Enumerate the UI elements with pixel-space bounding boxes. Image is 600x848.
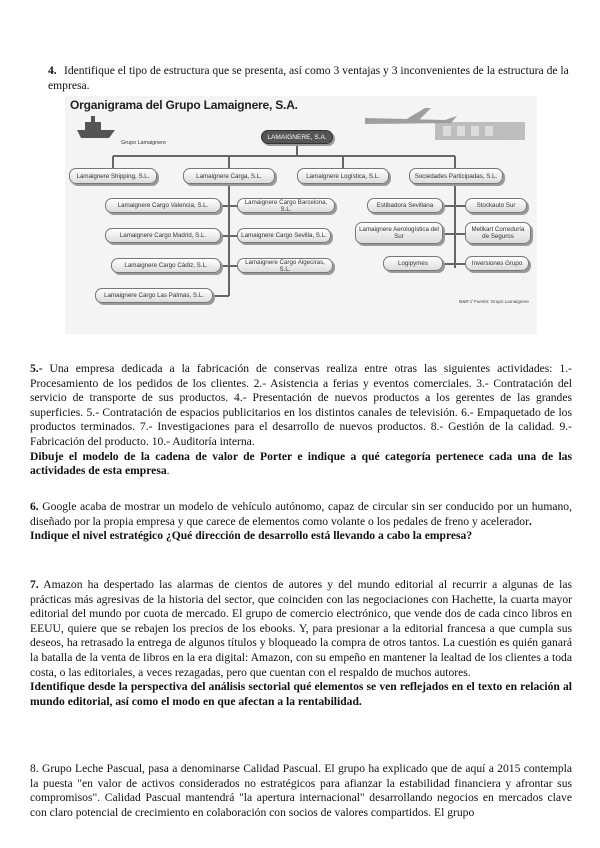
org-chart-figure bbox=[65, 96, 537, 334]
ship-illustration bbox=[77, 116, 115, 138]
question-4-text: Identifique el tipo de estructura que se presenta, así como 3 ventajas y 3 inconvenientes de la estructura de la empresa. bbox=[48, 64, 569, 92]
question-6-text-end: . bbox=[528, 514, 532, 528]
org-node-logistica: Lamaignere Logística, S.L. bbox=[297, 168, 389, 184]
question-7-statement bbox=[30, 578, 572, 680]
org-node-carga: Lamaignere Carga, S.L. bbox=[183, 168, 275, 184]
question-6-statement bbox=[30, 500, 572, 529]
org-node-cargo-barcelona: Lamaignere Cargo Barcelona, S.L. bbox=[237, 198, 335, 213]
question-7-text: Amazon ha despertado las alarmas de cientos de autores y del mundo editorial al recurrir a algunas de las prácticas más agresivas de la historia del sector, que coinciden con las negociaciones con Hachette, la cuarta mayor editorial del mundo por cuota de mercado. El grupo de comercio electrónico, que vende dos de cada cinco libros en EEUU, quiere que se rebajen los precios de los ebooks. Y, para presionar a la editorial francesa a que cumpla sus deseos, ha retrasado la entrega de algunos títulos y bloqueado la compra de otros tantos. La cuestión es quién ganará la batalla de la venta de libros en la era digital: Amazon, con su empeño en mantener la lealtad de los clientes a toda costa, o las editoriales, a veces rezagadas, pero que cuentan con el respaldo de muchos autores. bbox=[30, 578, 572, 679]
org-node-estibadora: Estibadora Sevillana bbox=[367, 198, 443, 213]
question-5-statement bbox=[30, 362, 572, 450]
org-chart-title: Organigrama del Grupo Lamaignere, S.A. bbox=[70, 98, 298, 112]
question-5-number: 5.- bbox=[30, 362, 43, 375]
org-node-cargo-madrid: Lamaignere Cargo Madrid, S.L. bbox=[105, 228, 221, 243]
warehouse-illustration bbox=[435, 122, 525, 140]
org-node-cargo-cadiz: Lamaignere Cargo Cádiz, S.L. bbox=[111, 258, 221, 273]
question-5 bbox=[30, 362, 572, 479]
org-node-inversiones: Inversiones Grupo bbox=[465, 256, 529, 271]
question-8-text: 8. Grupo Leche Pascual, pasa a denominarse Calidad Pascual. El grupo ha explicado que de aquí a 2015 contempla la puesta "en valor de activos considerados no estratégicos para afianzar la estabilidad financiera y afrontar sus compromisos". Calidad Pascual mantendrá "la apertura internacional" desarrollando negocios en mercados clave con claro potencial de crecimiento en colaboración con socios de valores compartidos. El grupo bbox=[30, 762, 572, 819]
org-node-shipping: Lamaignere Shipping, S.L. bbox=[69, 168, 157, 184]
question-6-number: 6. bbox=[30, 500, 39, 513]
question-6 bbox=[30, 500, 572, 544]
org-chart-logo-caption: Grupo Lamaignere bbox=[121, 140, 166, 146]
question-4 bbox=[48, 64, 574, 93]
question-7-prompt: Identifique desde la perspectiva del análisis sectorial qué elementos se ven reflejados en el texto en relación al mundo editorial, así como el modo en que afectan a la rentabilidad. bbox=[30, 680, 572, 708]
question-5-text: Una empresa dedicada a la fabricación de conservas realiza entre otras las siguientes actividades: 1.- Procesamiento de los pedidos de los clientes. 2.- Asistencia a ferias y eventos comerciales. 3.- Contratación del servicio de transporte de sus productos. 4.- Presentación de nuevos productos a los gerentes de las grandes superficies. 5.- Contratación de espacios publicitarios en los distintos canales de televisión. 6.- Empaquetado de los productos terminados. 7.- Investigaciones para el desarrollo de nuevos productos. 8.- Gestión de la calidad. 9.- Fabricación del producto. 10.- Auditoría interna. bbox=[30, 362, 572, 448]
org-node-cargo-valencia: Lamaignere Cargo Valencia, S.L. bbox=[105, 198, 221, 213]
org-node-mellkart: Mellkart Correduría de Seguros bbox=[465, 222, 531, 244]
org-chart-source: B&R // Fuente: Grupo Lamaignere bbox=[459, 299, 529, 304]
org-node-logipymes: Logipymes bbox=[383, 256, 443, 271]
org-node-aerologistica: Lamaignere Aerologística del Sur bbox=[355, 222, 443, 244]
question-8 bbox=[30, 762, 572, 820]
question-4-number: 4. bbox=[48, 64, 57, 77]
org-node-participadas: Sociedades Participadas, S.L. bbox=[409, 168, 503, 184]
question-7 bbox=[30, 578, 572, 709]
org-node-cargo-sevilla: Lamaignere Cargo Sevilla, S.L. bbox=[237, 228, 331, 243]
question-6-text: Google acaba de mostrar un modelo de vehículo autónomo, capaz de circular sin ser conducido por un humano, diseñado por la propia empresa y que carece de elementos como volante o los pedales de freno y acelerador bbox=[30, 500, 572, 528]
question-5-prompt-text: Dibuje el modelo de la cadena de valor de Porter e indique a qué categoría pertenece cada una de las actividades de esta empresa bbox=[30, 449, 572, 478]
question-5-prompt bbox=[30, 450, 572, 479]
question-7-number: 7. bbox=[30, 578, 39, 591]
org-node-root: LAMAIGNERE, S.A. bbox=[261, 130, 333, 144]
plane-illustration bbox=[365, 108, 457, 124]
question-6-prompt: Indique el nivel estratégico ¿Qué dirección de desarrollo está llevando a cabo la empresa? bbox=[30, 529, 473, 543]
question-5-prompt-end: . bbox=[166, 464, 170, 478]
org-node-stockauto: Stockauto Sur bbox=[465, 198, 527, 213]
org-node-cargo-las-palmas: Lamaignere Cargo Las Palmas, S.L. bbox=[95, 288, 213, 303]
org-node-cargo-algeciras: Lamaignere Cargo Algeciras, S.L. bbox=[237, 258, 333, 273]
